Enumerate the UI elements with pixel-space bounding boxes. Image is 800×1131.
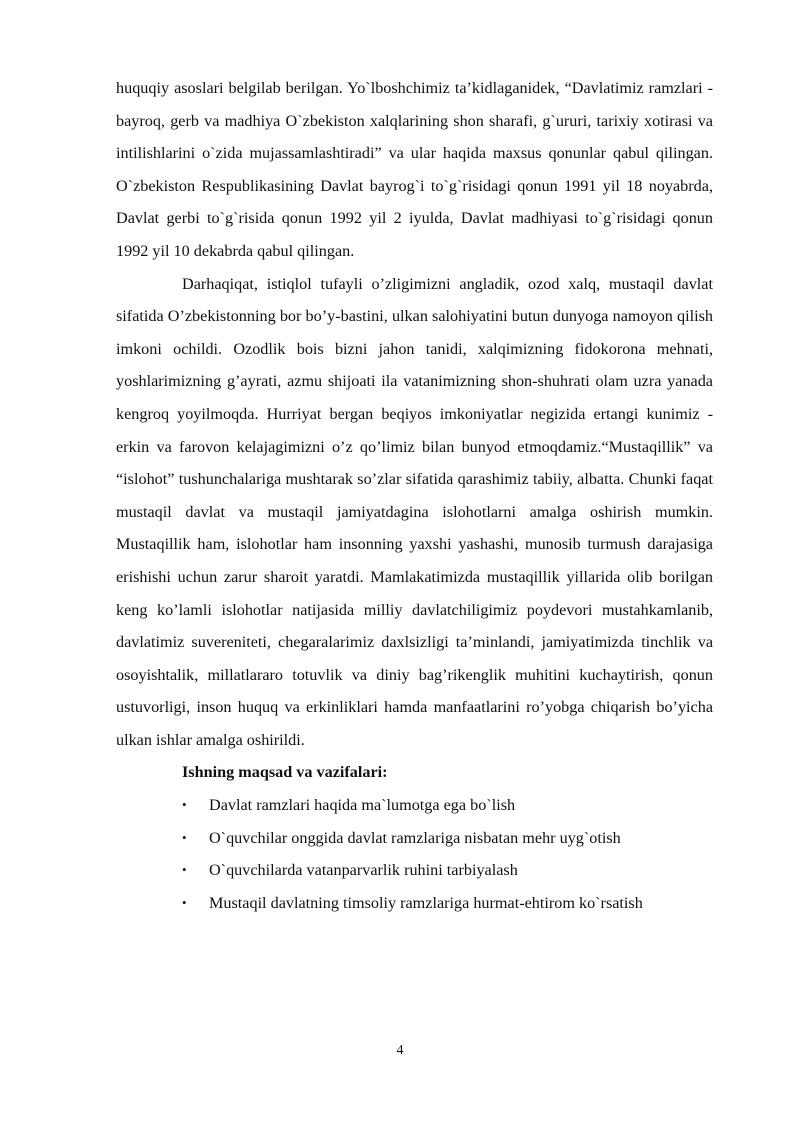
list-item xyxy=(182,854,713,887)
goals-list xyxy=(116,789,713,919)
list-item-text: O`quvchilar onggida davlat ramzlariga nisbatan mehr uyg`otish xyxy=(209,828,621,847)
list-item xyxy=(182,822,713,855)
bullet-icon: • xyxy=(182,894,187,910)
list-item-text: O`quvchilarda vatanparvarlik ruhini tarbiyalash xyxy=(209,861,518,880)
paragraph-independence: Darhaqiqat, istiqlol tufayli o’zligimizni angladik, ozod xalq, mustaqil davlat sifatida O’zbekistonning bor bo’y-bastini, ulkan salohiyatini butun dunyoga namoyon qilish imkoni ochildi. Ozodlik bois bizni jahon tanidi, xalqimizning fidokorona mehnati, yoshlarimizning g’ayrati, azmu shijoati ila vatanimizning shon-shuhrati olam uzra yanada kengroq yoyilmoqda. Hurriyat bergan beqiyos imkoniyatlar negizida ertangi kunimiz - erkin va farovon kelajagimizni o’z qo’limiz bilan bunyod etmoqdamiz.“Mustaqillik” va “islohot” tushunchalariga mushtarak so’zlar sifatida qarashimiz tabiiy, albatta. Chunki faqat mustaqil davlat va mustaqil jamiyatdagina islohotlarni amalga oshirish mumkin. Mustaqillik ham, islohotlar ham insonning yaxshi yashashi, munosib turmush darajasiga erishishi uchun zarur sharoit yaratdi. Mamlakatimizda mustaqillik yillarida olib borilgan keng ko’lamli islohotlar natijasida milliy davlatchiligimiz poydevori mustahkamlanib, davlatimiz suvereniteti, chegaralarimiz daxlsizligi ta’minlandi, jamiyatimizda tinchlik va osoyishtalik, millatlararo totuvlik va diniy bag’rikenglik muhitini kuchaytirish, qonun ustuvorligi, inson huquq va erkinliklari hamda manfaatlarini ro’yobga chiqarish bo’yicha ulkan ishlar amalga oshirildi. xyxy=(116,274,713,749)
list-item-text: Davlat ramzlari haqida ma`lumotga ega bo`lish xyxy=(209,796,516,815)
paragraph-continuation: huquqiy asoslari belgilab berilgan. Yo`lboshchimiz ta’kidlaganidek, “Davlatimiz ramzlari - bayroq, gerb va madhiya O`zbekiston xalqlarining shon sharafi, g`ururi, tarixiy xotirasi va intilishlarini o`zida mujassamlashtiradi” va ular haqida maxsus qonunlar qabul qilingan. O`zbekiston Respublikasining Davlat bayrog`i to`g`risidagi qonun 1991 yil 18 noyabrda, Davlat gerbi to`g`risida qonun 1992 yil 2 iyulda, Davlat madhiyasi to`g`risidagi qonun 1992 yil 10 dekabrda qabul qilingan. xyxy=(116,79,713,260)
list-item xyxy=(182,887,713,920)
page-number: 4 xyxy=(396,1043,404,1058)
body-text xyxy=(116,72,713,919)
bullet-icon: • xyxy=(182,862,187,878)
section-heading: Ishning maqsad va vazifalari: xyxy=(182,763,388,782)
list-item-text: Mustaqil davlatning timsoliy ramzlariga hurmat-ehtirom ko`rsatish xyxy=(209,893,643,912)
bullet-icon: • xyxy=(182,829,187,845)
list-item xyxy=(182,789,713,822)
bullet-icon: • xyxy=(182,797,187,813)
